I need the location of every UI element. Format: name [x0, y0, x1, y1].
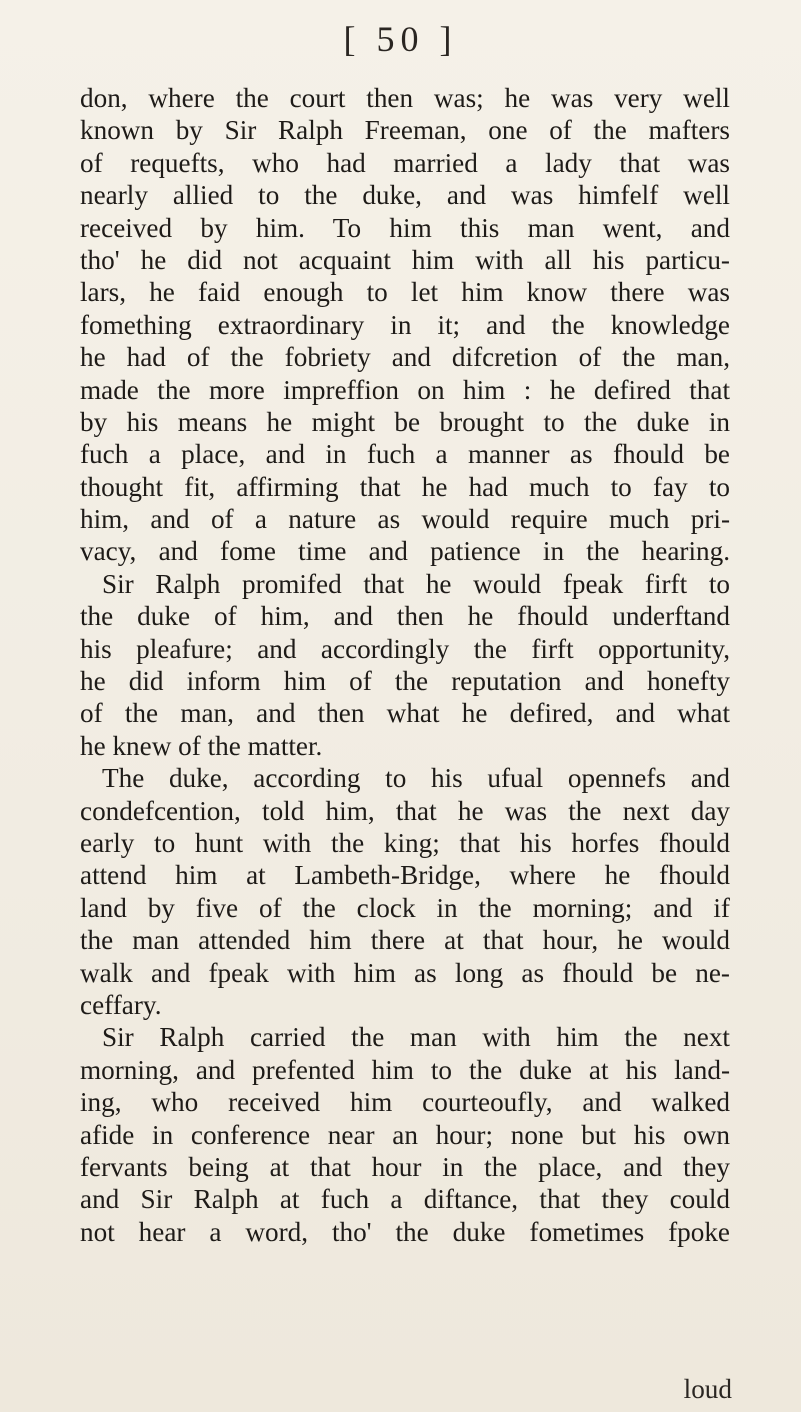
text-line: morning, and prefented him to the duke at his land- [80, 1054, 730, 1085]
text-line: condefcention, told him, that he was the next day [80, 795, 730, 826]
text-line: by his means he might be brought to the duke in [80, 406, 730, 437]
text-line: he knew of the matter. [80, 730, 323, 761]
page-number: [ 50 ] [343, 19, 458, 59]
text-line: don, where the court then was; he was very well [80, 83, 730, 113]
body-text [80, 82, 730, 1248]
text-line: received by him. To him this man went, and [80, 212, 730, 243]
text-line: him, and of a nature as would require much pri- [80, 504, 730, 535]
text-line: nearly allied to the duke, and was himfelf well [80, 180, 730, 211]
text-line: Sir Ralph carried the man with him the next [102, 1022, 730, 1053]
text-line: lars, he faid enough to let him know there was [80, 277, 730, 308]
text-line: tho' he did not acquaint him with all his particu- [80, 244, 730, 275]
text-line: Sir Ralph promifed that he would fpeak firft to [102, 568, 730, 599]
text-line: and Sir Ralph at fuch a diftance, that they could [80, 1184, 730, 1215]
text-line: The duke, according to his ufual opennefs and [102, 763, 730, 794]
text-line: he had of the fobriety and difcretion of the man, [80, 342, 730, 373]
text-line: not hear a word, tho' the duke fometimes fpoke [80, 1216, 730, 1247]
text-line: of requefts, who had married a lady that was [80, 147, 730, 178]
text-line: known by Sir Ralph Freeman, one of the mafters [80, 115, 730, 146]
text-line: attend him at Lambeth-Bridge, where he fhould [80, 860, 730, 891]
catchword: loud [683, 1374, 732, 1404]
text-line: the man attended him there at that hour, he would [80, 925, 730, 956]
text-line: early to hunt with the king; that his horfes fhould [80, 827, 730, 858]
text-line: thought fit, affirming that he had much to fay to [80, 471, 730, 502]
text-line: fervants being at that hour in the place, and they [80, 1151, 730, 1182]
text-line: fuch a place, and in fuch a manner as fhould be [80, 439, 730, 470]
text-line: walk and fpeak with him as long as fhould be ne- [80, 957, 730, 988]
text-line: made the more impreffion on him : he defired that [80, 374, 730, 405]
text-line: land by five of the clock in the morning; and if [80, 892, 730, 923]
text-line: ceffary. [80, 989, 162, 1020]
text-line: the duke of him, and then he fhould underftand [80, 601, 730, 632]
text-line: fomething extraordinary in it; and the knowledge [80, 309, 730, 340]
text-line: vacy, and fome time and patience in the hearing. [80, 536, 730, 567]
text-line: of the man, and then what he defired, and what [80, 698, 730, 729]
text-line: afide in conference near an hour; none but his own [80, 1119, 730, 1150]
text-line: ing, who received him courteoufly, and walked [80, 1087, 730, 1118]
text-line: he did inform him of the reputation and honefty [80, 666, 730, 697]
text-line: his pleafure; and accordingly the firft opportunity, [80, 633, 730, 664]
